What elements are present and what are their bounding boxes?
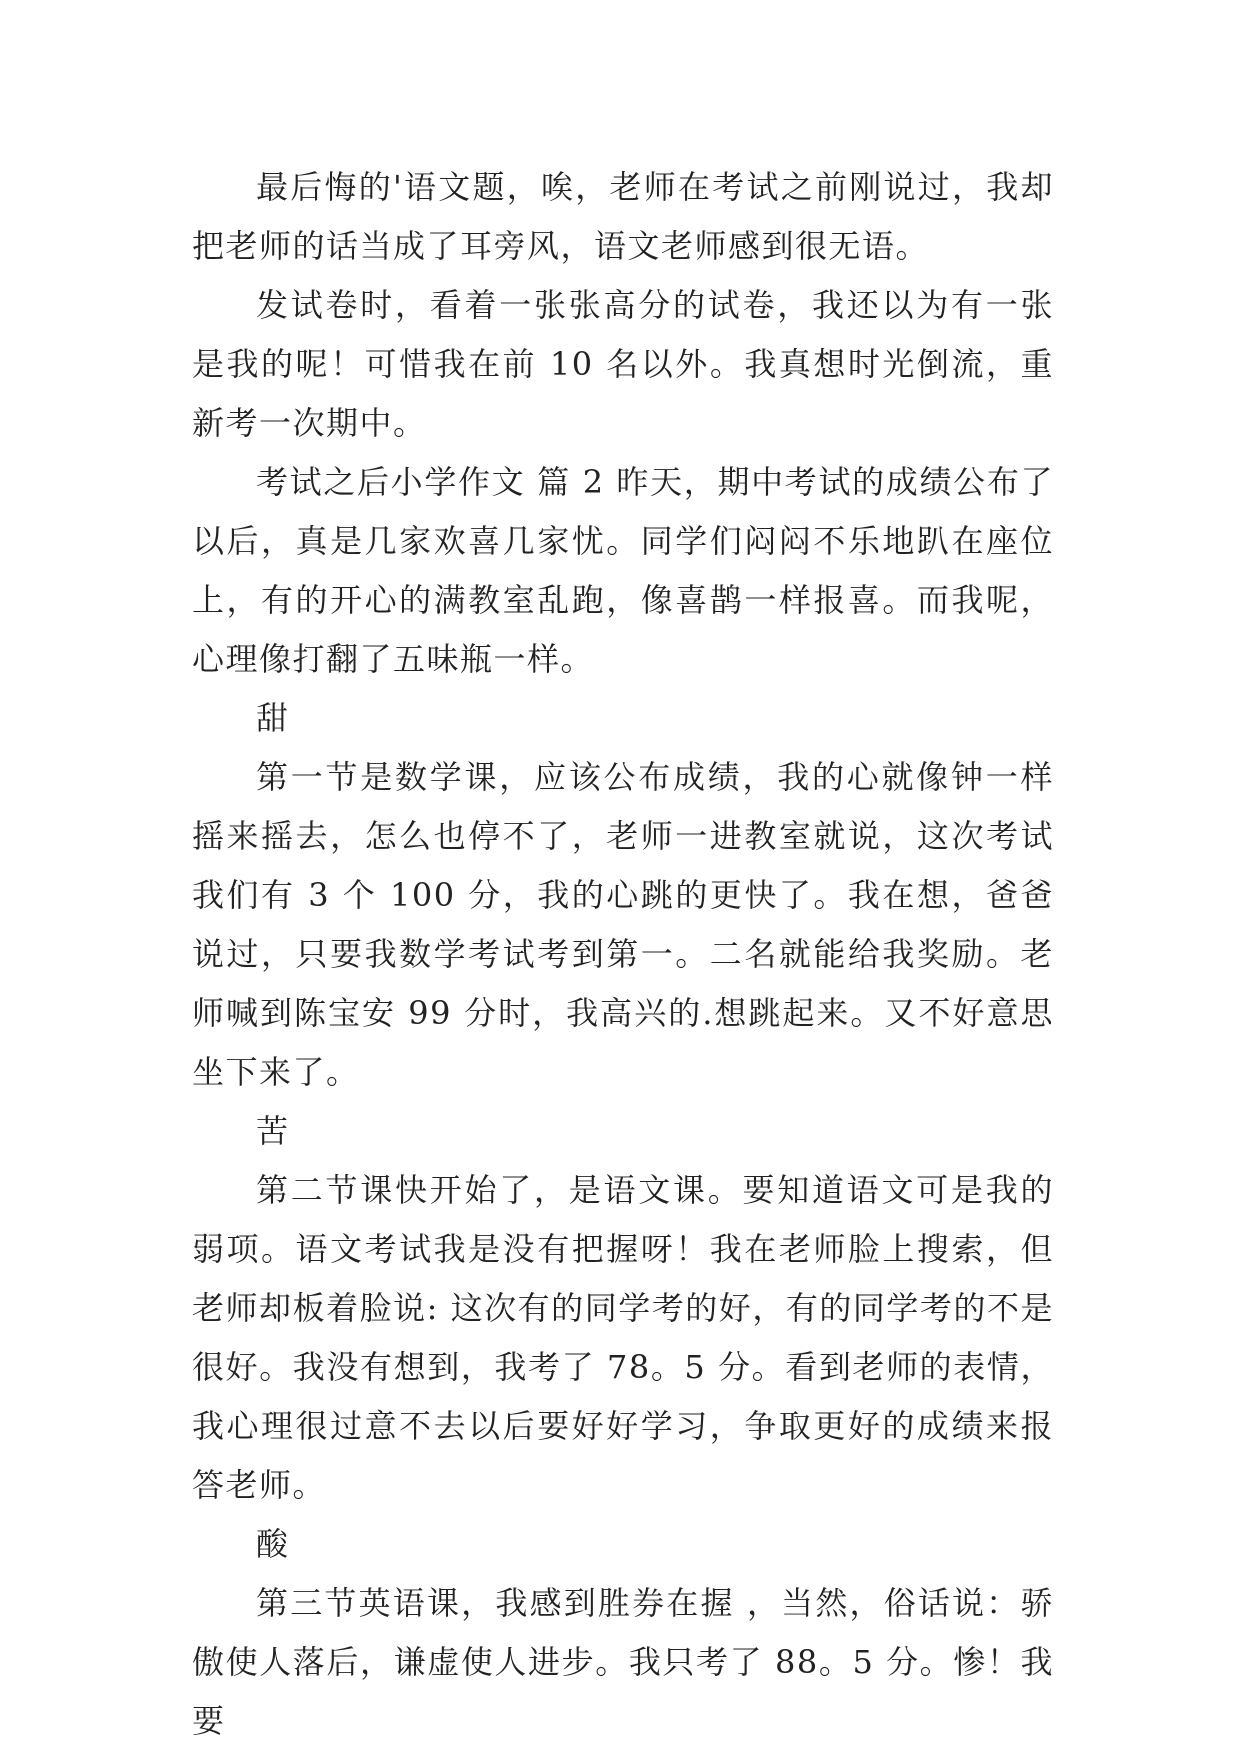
- heading-sour: 酸: [256, 1525, 290, 1563]
- paragraph-math-class: 第一节是数学课，应该公布成绩，我的心就像钟一样摇来摇去，怎么也停不了，老师一进教室就说，这次考试我们有 3 个 100 分，我的心跳的更快了。我在想，爸爸说过，只要我数学考试考到第一。二名就能给我奖励。老师喊到陈宝安 99 分时，我高兴的.想跳起来。又不好意思坐下来了。: [192, 758, 1054, 1091]
- paragraph-exam-papers: 发试卷时，看着一张张高分的试卷，我还以为有一张是我的呢！可惜我在前 10 名以外。我真想时光倒流，重新考一次期中。: [192, 286, 1054, 442]
- paragraph-essay-2-intro: 考试之后小学作文 篇 2 昨天，期中考试的成绩公布了以后，真是几家欢喜几家忧。同学们闷闷不乐地趴在座位上，有的开心的满教室乱跑，像喜鹊一样报喜。而我呢，心理像打翻了五味瓶一样。: [192, 463, 1054, 678]
- essay-body: [192, 158, 1054, 1751]
- paragraph-chinese-class: 第二节课快开始了，是语文课。要知道语文可是我的弱项。语文考试我是没有把握呀！我在老师脸上搜索，但老师却板着脸说: 这次有的同学考的好，有的同学考的不是很好。我没有想到，我考了 78。5 分。看到老师的表情，我心理很过意不去以后要好好学习，争取更好的成绩来报答老师。: [192, 1171, 1054, 1504]
- heading-sweet: 甜: [256, 699, 290, 737]
- paragraph-regret: 最后悔的'语文题，唉，老师在考试之前刚说过，我却把老师的话当成了耳旁风，语文老师感到很无语。: [192, 168, 1054, 265]
- heading-bitter: 苦: [256, 1112, 290, 1150]
- paragraph-english-class: 第三节英语课，我感到胜券在握 ，当然，俗话说：骄傲使人落后，谦虚使人进步。我只考了 88。5 分。惨！我要: [192, 1584, 1054, 1740]
